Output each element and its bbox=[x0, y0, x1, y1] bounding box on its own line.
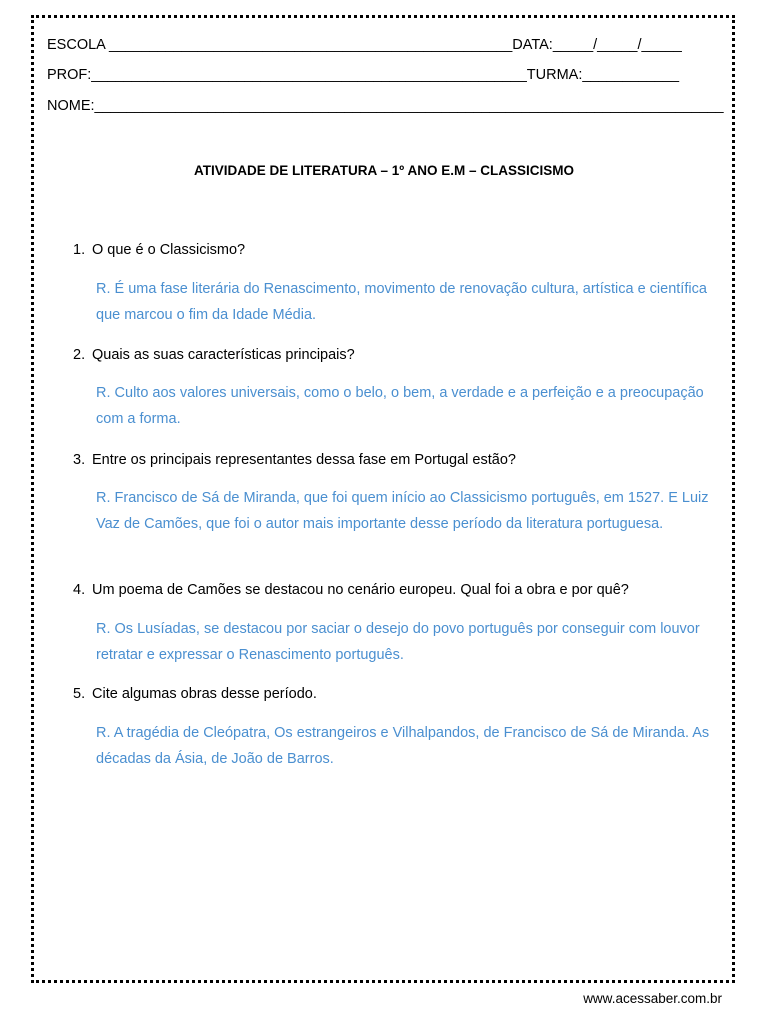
question-4 bbox=[73, 581, 629, 599]
question-number: 2. bbox=[73, 347, 86, 363]
answer-1: R. É uma fase literária do Renascimento, movimento de renovação cultura, artística e científica que marcou o fim da Idade Média. bbox=[96, 281, 707, 323]
question-3 bbox=[73, 451, 516, 469]
question-text: O que é o Classicismo? bbox=[92, 242, 246, 258]
website-footer: www.acessaber.com.br bbox=[583, 991, 722, 1006]
school-date-line: ESCOLA __________________________________________________DATA:_____/_____/_____ bbox=[47, 37, 682, 53]
question-text: Entre os principais representantes dessa fase em Portugal estão? bbox=[92, 452, 516, 468]
student-name-line: NOME:______________________________________________________________________________ bbox=[47, 98, 724, 114]
answer-4: R. Os Lusíadas, se destacou por saciar o desejo do povo português por conseguir com louvor retratar e expressar o Renascimento português. bbox=[96, 621, 700, 663]
question-number: 5. bbox=[73, 686, 86, 702]
question-text: Quais as suas características principais? bbox=[92, 347, 355, 363]
question-number: 3. bbox=[73, 452, 86, 468]
answer-5: R. A tragédia de Cleópatra, Os estrangeiros e Vilhalpandos, de Francisco de Sá de Miranda. As décadas da Ásia, de João de Barros. bbox=[96, 725, 710, 767]
answer-2: R. Culto aos valores universais, como o belo, o bem, a verdade e a perfeição e a preocupação com a forma. bbox=[96, 385, 704, 427]
teacher-class-line: PROF:______________________________________________________TURMA:____________ bbox=[47, 67, 680, 83]
question-number: 1. bbox=[73, 242, 86, 258]
question-number: 4. bbox=[73, 582, 86, 598]
worksheet-title: ATIVIDADE DE LITERATURA – 1º ANO E.M – CLASSICISMO bbox=[194, 163, 574, 178]
question-5 bbox=[73, 685, 317, 703]
question-text: Um poema de Camões se destacou no cenário europeu. Qual foi a obra e por quê? bbox=[92, 582, 629, 598]
question-1 bbox=[73, 241, 245, 259]
answer-3: R. Francisco de Sá de Miranda, que foi quem início ao Classicismo português, em 1527. E Luiz Vaz de Camões, que foi o autor mais importante desse período da literatura portuguesa. bbox=[96, 490, 709, 532]
question-2 bbox=[73, 346, 355, 364]
question-text: Cite algumas obras desse período. bbox=[92, 686, 317, 702]
